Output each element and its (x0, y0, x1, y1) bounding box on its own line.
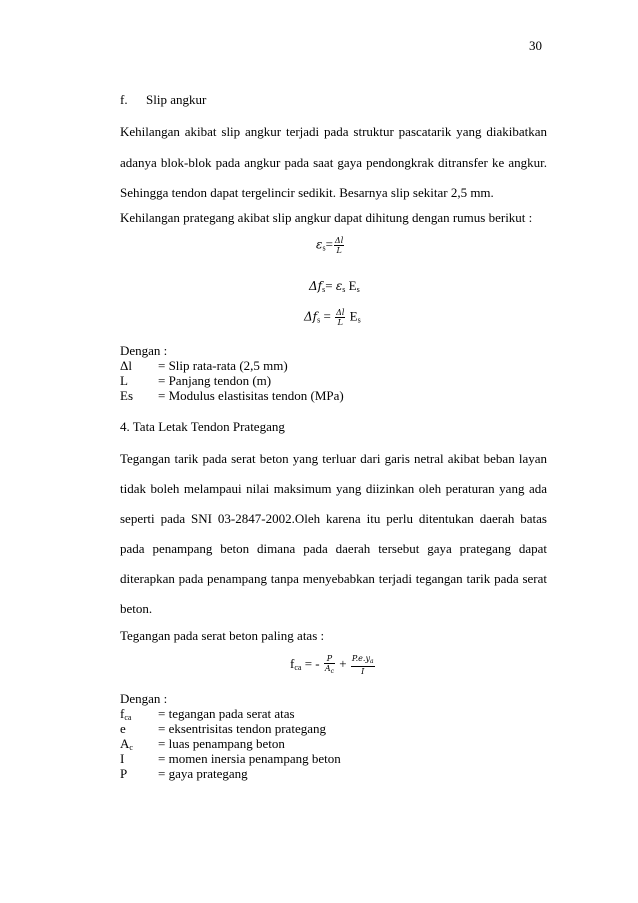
definition-symbol: P (120, 766, 128, 781)
paragraph-line: beton. (120, 601, 153, 616)
eq4-frac1-num: P (324, 654, 335, 664)
definition-text: = tegangan pada serat atas (158, 706, 295, 721)
eq1-den: L (336, 246, 342, 255)
eq4-fraction-1 (324, 654, 335, 676)
eq3-equals: = (323, 308, 331, 324)
eq3-fraction (335, 308, 345, 327)
definition-heading: Dengan : (120, 343, 168, 358)
section-f-intro: Kehilangan prategang akibat slip angkur dapat dihitung dengan rumus berikut : (120, 210, 533, 225)
section-4-definitions (120, 691, 341, 781)
eq2-lhs-sub: s (322, 285, 326, 294)
definition-row (120, 751, 341, 766)
eq3-rhs: E (349, 308, 358, 324)
eq1-lhs: ε (316, 237, 323, 252)
definition-symbol: Es (120, 388, 133, 403)
section-f-title: Slip angkur (146, 92, 207, 107)
eq3-num: Δl (336, 308, 345, 317)
definition-row (120, 736, 341, 751)
eq4-frac2-num: $P.e.y_a$ (351, 654, 374, 665)
eq4-frac2-den: I (361, 667, 365, 676)
paragraph-line: seperti pada SNI 03-2847-2002.Oleh karena itu perlu ditentukan daerah batas (120, 511, 547, 526)
eq1-fraction (334, 236, 344, 255)
definition-symbol: L (120, 373, 128, 388)
eq4-equals: = - (304, 655, 320, 671)
paragraph-line: adanya blok-blok pada angkur pada saat gaya pendongkrak ditransfer ke angkur. (120, 155, 547, 170)
eq2-mid-sub: s (342, 285, 346, 294)
eq2-equals: = (325, 278, 333, 293)
eq3-rhs-sub: s (357, 315, 361, 325)
paragraph-line: diterapkan pada penampang tanpa menyebabkan terjadi tegangan tarik pada serat (120, 571, 547, 586)
section-4-heading: 4. Tata Letak Tendon Prategang (120, 419, 285, 434)
section-f-definitions (120, 343, 344, 403)
definition-symbol: Δl (120, 358, 132, 373)
definition-text: = Panjang tendon (m) (158, 373, 272, 388)
paragraph-line: tidak boleh melampaui nilai maksimum yang diizinkan oleh peraturan yang ada (120, 481, 547, 496)
definition-text: = gaya prategang (158, 766, 248, 781)
eq4-lhs-sub: ca (294, 662, 302, 672)
equation-stress-loss-expanded (304, 308, 361, 327)
definition-text: = momen inersia penampang beton (158, 751, 341, 766)
definition-row (120, 706, 341, 721)
paragraph-line: Tegangan tarik pada serat beton yang terluar dari garis netral akibat beban layan (120, 451, 547, 466)
eq3-lhs-sub: s (317, 315, 321, 325)
eq1-equals: = (325, 236, 333, 252)
section-f-heading (120, 92, 206, 108)
definition-text: = Modulus elastisitas tendon (MPa) (158, 388, 344, 403)
paragraph-line: pada penampang beton dimana pada daerah tersebut gaya prategang dapat (120, 541, 547, 556)
definition-symbol: I (120, 751, 125, 766)
eq4-frac1-den: $A_c$ (324, 664, 335, 675)
eq1-num: Δl (334, 236, 344, 245)
section-f-label: f. (120, 92, 128, 107)
eq4-lhs: f (290, 655, 295, 671)
definition-text: = luas penampang beton (158, 736, 285, 751)
definition-symbol: $A_c$ (120, 736, 133, 752)
definition-text: = Slip rata-rata (2,5 mm) (158, 358, 288, 373)
definition-row (120, 766, 341, 781)
eq2-mid: ε (335, 279, 343, 293)
paragraph-line: Sehingga tendon dapat tergelincir sedikit. Besarnya slip sekitar 2,5 mm. (120, 185, 494, 200)
definition-row (120, 388, 344, 403)
paragraph-line: Kehilangan akibat slip angkur terjadi pada struktur pascatarik yang diakibatkan (120, 124, 547, 139)
definition-row (120, 358, 344, 373)
eq3-den: L (337, 318, 343, 327)
equation-strain (316, 236, 345, 255)
eq1-lhs-sub: s (322, 243, 326, 253)
equation-stress-loss (309, 278, 360, 294)
definition-symbol: e (120, 721, 126, 736)
eq2-rhs-sub: s (356, 285, 360, 294)
definition-text: = eksentrisitas tendon prategang (158, 721, 326, 736)
definition-row (120, 721, 341, 736)
eq2-rhs: E (348, 278, 357, 293)
definition-row (120, 373, 344, 388)
page-number: 30 (529, 38, 542, 53)
equation-top-fiber-stress (290, 654, 376, 676)
definition-symbol: $f_{ca}$ (120, 706, 132, 722)
eq3-lhs: Δf (304, 309, 318, 324)
definition-heading: Dengan : (120, 691, 168, 706)
eq4-plus: + (339, 655, 347, 671)
eq2-lhs: Δf (309, 279, 323, 293)
eq4-fraction-2 (351, 654, 375, 676)
section-4-intro: Tegangan pada serat beton paling atas : (120, 628, 325, 643)
